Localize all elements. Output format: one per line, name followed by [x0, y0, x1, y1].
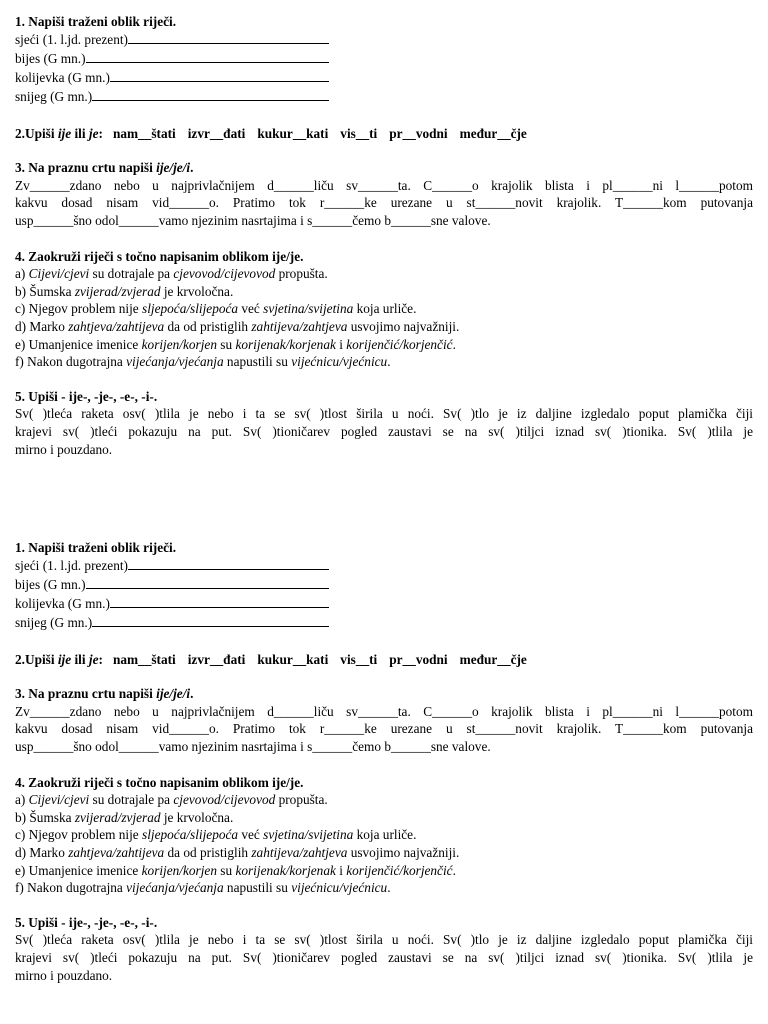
choice-pair[interactable]: svjetina/svijetina — [263, 301, 354, 317]
word-item[interactable]: vis__ti — [340, 125, 378, 141]
choice-pair[interactable]: vijećnicu/vjećnicu — [291, 880, 388, 896]
answer-blank[interactable] — [110, 69, 329, 82]
choice-e[interactable]: e) Umanjenice imenice korijen/korjen su korijenak/korjenak i korijenčić/korjenčić. — [15, 862, 456, 878]
prompt-text: bijes (G mn.) — [15, 576, 86, 592]
text-line: usp______šno odol______vamo njezinim nasrtajima i s______čemo b______sne valove. — [15, 738, 491, 754]
prompt-text: kolijevka (G mn.) — [15, 595, 110, 611]
answer-line-1[interactable] — [15, 31, 753, 50]
answer-line-2[interactable] — [15, 576, 753, 595]
choice-a[interactable]: a) Cijevi/cjevi su dotrajale pa cjevovod/cijevovod propušta. — [15, 266, 328, 282]
section-2-title: 2.Upiši ije ili je: nam__štati izvr__đati kukur__kati vis__ti pr__vodni međur__čje — [15, 125, 527, 141]
section-1-title: 1. Napiši traženi oblik riječi. — [15, 540, 177, 555]
answer-blank[interactable] — [92, 88, 329, 101]
choice-pair[interactable]: zahtijeva/zahtjeva — [251, 844, 348, 860]
text-line: Zv______zdano nebo u najprivlačnijem d______liču sv______ta. C______o krajolik blista i pl______ni l______potom — [15, 703, 753, 719]
section-5-text[interactable] — [15, 405, 753, 458]
word-item[interactable]: vis__ti — [340, 651, 378, 667]
prompt-text: snijeg (G mn.) — [15, 88, 93, 104]
choice-c[interactable]: c) Njegov problem nije sljepoća/slijepoća već svjetina/svijetina koja urliče. — [15, 827, 417, 843]
section-5-text[interactable] — [15, 931, 753, 984]
text-line: kakvu dosad nisam vid______o. Pratimo tok r______ke urezane u st______novit krajolik. T______kom putovanja — [15, 721, 753, 737]
choice-pair[interactable]: Cijevi/cjevi — [28, 266, 90, 282]
text-line: Sv( )tleća raketa osv( )tlila je nebo i ta se sv( )tlost širila u noći. Sv( )tlo je iz daljine izgledalo poput plamička čiji — [15, 406, 753, 422]
answer-line-1[interactable] — [15, 557, 753, 576]
answer-blank[interactable] — [86, 576, 329, 589]
text-line: krajevi sv( )tleći pokazuju na put. Sv( )tioničarev pogled zaustavi se na sv( )tiljci iznad sv( )tionika. Sv( )tlila je — [15, 423, 753, 439]
choice-pair[interactable]: vijećanja/vjećanja — [126, 880, 224, 896]
word-item[interactable]: međur__čje — [459, 651, 527, 667]
section-3-text[interactable] — [15, 703, 753, 756]
prompt-text: bijes (G mn.) — [15, 50, 86, 66]
text-line: kakvu dosad nisam vid______o. Pratimo tok r______ke urezane u st______novit krajolik. T______kom putovanja — [15, 195, 753, 211]
choice-pair[interactable]: korijenčić/korjenčić — [346, 862, 453, 878]
answer-blank[interactable] — [92, 614, 329, 627]
choice-c[interactable]: c) Njegov problem nije sljepoća/slijepoća već svjetina/svijetina koja urliče. — [15, 301, 417, 317]
choice-e[interactable]: e) Umanjenice imenice korijen/korjen su korijenak/korjenak i korijenčić/korjenčić. — [15, 336, 456, 352]
choice-pair[interactable]: korijenčić/korjenčić — [346, 336, 453, 352]
choice-pair[interactable]: korijen/korjen — [141, 862, 217, 878]
answer-line-2[interactable] — [15, 50, 753, 69]
worksheet — [15, 539, 753, 984]
choice-pair[interactable]: vijećanja/vjećanja — [126, 354, 224, 370]
section-4-title: 4. Zaokruži riječi s točno napisanim oblikom ije/je. — [15, 248, 304, 264]
answer-blank[interactable] — [128, 31, 329, 44]
prompt-text: snijeg (G mn.) — [15, 614, 93, 630]
choice-pair[interactable]: cjevovod/cijevovod — [173, 792, 276, 808]
choice-d[interactable]: d) Marko zahtjeva/zahtijeva da od pristiglih zahtijeva/zahtjeva usvojimo najvažniji. — [15, 318, 460, 334]
word-item[interactable]: nam__štati — [112, 651, 176, 667]
prompt-text: kolijevka (G mn.) — [15, 69, 110, 85]
choice-pair[interactable]: korijen/korjen — [141, 336, 217, 352]
text-line: mirno i pouzdano. — [15, 441, 113, 457]
section-3-title: 3. Na praznu crtu napiši ije/je/i. — [15, 686, 194, 702]
worksheet — [15, 13, 753, 458]
choice-f[interactable]: f) Nakon dugotrajna vijećanja/vjećanja napustili su vijećnicu/vjećnicu. — [15, 880, 391, 896]
word-item[interactable]: izvr__đati — [187, 125, 246, 141]
choice-a[interactable]: a) Cijevi/cjevi su dotrajale pa cjevovod/cijevovod propušta. — [15, 792, 328, 808]
prompt-text: sjeći (1. l.jd. prezent) — [15, 557, 128, 573]
word-item[interactable]: međur__čje — [459, 125, 527, 141]
choice-b[interactable]: b) Šumska zvijerad/zvjerad je krvoločna. — [15, 809, 234, 825]
choice-pair[interactable]: svjetina/svijetina — [263, 827, 354, 843]
answer-line-3[interactable] — [15, 69, 753, 88]
choice-pair[interactable]: zvijerad/zvjerad — [74, 283, 161, 299]
word-item[interactable]: pr__vodni — [389, 125, 448, 141]
choice-pair[interactable]: sljepoća/slijepoća — [142, 301, 239, 317]
word-item[interactable]: kukur__kati — [257, 125, 329, 141]
choice-d[interactable]: d) Marko zahtjeva/zahtijeva da od pristiglih zahtijeva/zahtjeva usvojimo najvažniji. — [15, 844, 460, 860]
answer-blank[interactable] — [86, 50, 329, 63]
choice-pair[interactable]: cjevovod/cijevovod — [173, 266, 276, 282]
answer-line-3[interactable] — [15, 595, 753, 614]
word-item[interactable]: kukur__kati — [257, 651, 329, 667]
section-5-title: 5. Upiši - ije-, -je-, -e-, -i-. — [15, 388, 158, 404]
answer-blank[interactable] — [128, 557, 329, 570]
prompt-text: sjeći (1. l.jd. prezent) — [15, 31, 128, 47]
answer-line-4[interactable] — [15, 614, 753, 633]
choice-pair[interactable]: zahtijeva/zahtjeva — [251, 318, 348, 334]
section-2-title: 2.Upiši ije ili je: nam__štati izvr__đati kukur__kati vis__ti pr__vodni međur__čje — [15, 651, 527, 667]
text-line: Zv______zdano nebo u najprivlačnijem d______liču sv______ta. C______o krajolik blista i pl______ni l______potom — [15, 177, 753, 193]
choice-pair[interactable]: vijećnicu/vjećnicu — [291, 354, 388, 370]
word-item[interactable]: pr__vodni — [389, 651, 448, 667]
section-5-title: 5. Upiši - ije-, -je-, -e-, -i-. — [15, 914, 158, 930]
word-item[interactable]: nam__štati — [112, 125, 176, 141]
answer-blank[interactable] — [110, 595, 329, 608]
text-line: krajevi sv( )tleći pokazuju na put. Sv( )tioničarev pogled zaustavi se na sv( )tiljci iznad sv( )tionika. Sv( )tlila je — [15, 949, 753, 965]
choice-pair[interactable]: sljepoća/slijepoća — [142, 827, 239, 843]
text-line: mirno i pouzdano. — [15, 967, 113, 983]
text-line: usp______šno odol______vamo njezinim nasrtajima i s______čemo b______sne valove. — [15, 212, 491, 228]
choice-pair[interactable]: zahtjeva/zahtijeva — [68, 844, 165, 860]
word-item[interactable]: izvr__đati — [187, 651, 246, 667]
choice-pair[interactable]: korijenak/korjenak — [235, 336, 336, 352]
choice-f[interactable]: f) Nakon dugotrajna vijećanja/vjećanja napustili su vijećnicu/vjećnicu. — [15, 354, 391, 370]
choice-pair[interactable]: zvijerad/zvjerad — [74, 809, 161, 825]
text-line: Sv( )tleća raketa osv( )tlila je nebo i ta se sv( )tlost širila u noći. Sv( )tlo je iz daljine izgledalo poput plamička čiji — [15, 932, 753, 948]
section-1-title: 1. Napiši traženi oblik riječi. — [15, 14, 177, 29]
choice-b[interactable]: b) Šumska zvijerad/zvjerad je krvoločna. — [15, 283, 234, 299]
choice-pair[interactable]: korijenak/korjenak — [235, 862, 336, 878]
section-3-title: 3. Na praznu crtu napiši ije/je/i. — [15, 160, 194, 176]
answer-line-4[interactable] — [15, 88, 753, 107]
choice-pair[interactable]: Cijevi/cjevi — [28, 792, 90, 808]
section-3-text[interactable] — [15, 177, 753, 230]
section-4-title: 4. Zaokruži riječi s točno napisanim oblikom ije/je. — [15, 774, 304, 790]
choice-pair[interactable]: zahtjeva/zahtijeva — [68, 318, 165, 334]
